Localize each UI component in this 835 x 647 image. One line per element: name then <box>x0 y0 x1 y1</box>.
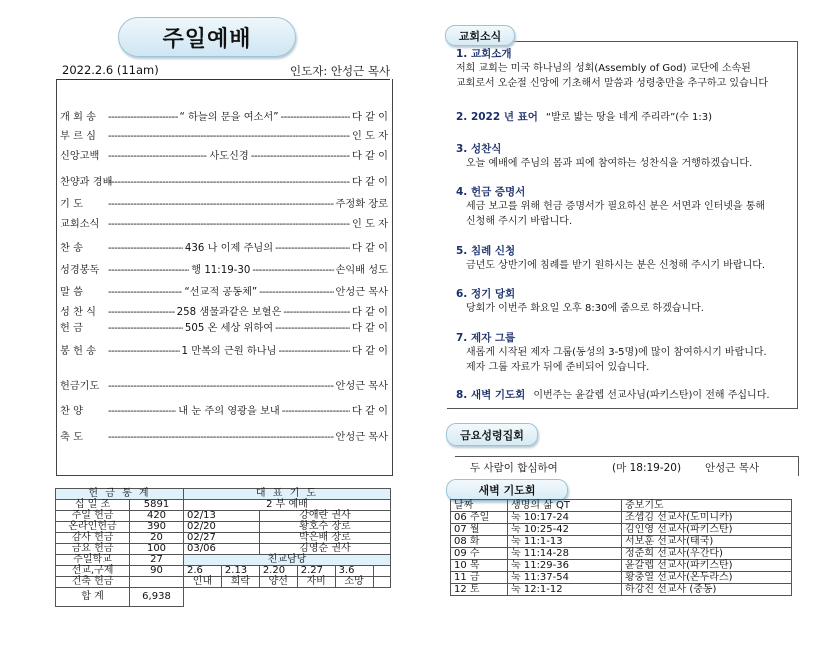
offering-amount: 20 <box>130 533 184 544</box>
news-item <box>456 46 768 91</box>
order-body <box>108 321 350 336</box>
order-content: 사도신경 <box>209 151 249 162</box>
dash-leader <box>108 344 180 359</box>
news-text: 신청해 주시기 바랍니다. <box>466 216 573 227</box>
empty-cell <box>184 588 391 607</box>
dash-leader <box>281 110 351 125</box>
offering-total: 6,938 <box>130 588 184 607</box>
news-item <box>456 141 752 171</box>
dawn-day: 12 토 <box>451 584 508 596</box>
table-row <box>451 524 792 536</box>
empty-cell <box>373 566 390 577</box>
dawn-day: 08 화 <box>451 536 508 548</box>
news-title: 2. 2022 년 표어 <box>456 111 538 123</box>
dawn-intercession: 윤갈렙 선교사(파키스탄) <box>622 560 792 572</box>
table-row <box>56 566 391 577</box>
offering-name: 감사 헌금 <box>56 533 130 544</box>
dash-leader <box>275 321 350 336</box>
order-responsible: 다 같 이 <box>352 323 388 334</box>
order-item <box>60 217 388 232</box>
news-title: 4. 헌금 증명서 <box>456 186 526 198</box>
dash-leader <box>251 149 350 164</box>
dash-leader <box>275 241 350 256</box>
fellowship-date: 3.6 <box>335 566 373 577</box>
news-title: 8. 새벽 기도회 <box>456 389 526 401</box>
order-item <box>60 305 388 320</box>
column-header: 생명의 삶 QT <box>508 500 622 512</box>
dawn-day: 11 금 <box>451 572 508 584</box>
offering-name: 금요 헌금 <box>56 544 130 555</box>
news-text: 제자 그룹 자료가 뒤에 준비되어 있습니다. <box>466 362 650 373</box>
column-header: 날짜 <box>451 500 508 512</box>
table-row <box>56 577 391 588</box>
fellowship-group: 희락 <box>221 577 259 588</box>
order-item <box>60 241 388 256</box>
news-item <box>456 109 712 125</box>
table-row <box>56 533 391 544</box>
order-responsible: 다 같 이 <box>352 177 388 188</box>
order-item <box>60 263 388 278</box>
order-body <box>108 344 350 359</box>
dash-leader <box>108 129 350 144</box>
dash-leader <box>108 404 176 419</box>
offering-amount: 390 <box>130 522 184 533</box>
fellowship-date: 2.13 <box>221 566 259 577</box>
prayer-date: 02/13 <box>184 511 260 522</box>
fellowship-group: 소망 <box>335 577 373 588</box>
news-title: 7. 제자 그룹 <box>456 332 516 344</box>
prayer-date: 02/27 <box>184 533 260 544</box>
order-responsible: 다 같 이 <box>352 346 388 357</box>
news-item <box>456 330 767 375</box>
news-text: 당회가 이번주 화요일 오후 8:30에 줌으로 하겠습니다. <box>466 303 704 314</box>
offering-amount: 5891 <box>130 500 184 511</box>
order-responsible: 다 같 이 <box>352 243 388 254</box>
fellowship-date: 2.6 <box>184 566 222 577</box>
friday-service-header: 금요성령집회 <box>446 423 538 446</box>
order-body <box>108 430 334 445</box>
order-item <box>60 404 388 419</box>
table-row <box>451 584 792 596</box>
offering-amount: 90 <box>130 566 184 577</box>
news-title: 3. 성찬식 <box>456 143 502 155</box>
order-responsible: 주정화 장로 <box>335 199 388 210</box>
dash-leader <box>108 430 334 445</box>
news-item <box>456 243 765 273</box>
order-body <box>108 197 334 212</box>
service2-label: 2 부 예배 <box>184 500 391 511</box>
order-responsible: 손익배 성도 <box>335 265 388 276</box>
offering-name: 건축 헌금 <box>56 577 130 588</box>
order-content: 내 눈 주의 영광을 보내 <box>178 406 280 417</box>
order-label: 개 회 송 <box>60 112 96 123</box>
order-label: 봉 헌 송 <box>60 346 96 357</box>
page-title: 주일예배 <box>118 17 296 57</box>
offering-name: 주일학교 <box>56 555 130 566</box>
dash-leader <box>108 217 350 232</box>
table-row <box>56 588 391 607</box>
dawn-qt: 눅 10:17-24 <box>508 512 622 524</box>
prayer-name: 김영순 권사 <box>259 544 390 555</box>
order-label: 찬 양 <box>60 406 83 417</box>
empty-cell <box>373 577 390 588</box>
column-header: 중보기도 <box>622 500 792 512</box>
prayer-name: 강애란 권사 <box>259 511 390 522</box>
table-row <box>451 548 792 560</box>
fellowship-date: 2.20 <box>259 566 297 577</box>
dash-leader <box>282 404 350 419</box>
dash-leader <box>108 149 207 164</box>
order-responsible: 안성근 목사 <box>335 287 388 298</box>
news-text: 저희 교회는 미국 하나님의 성회(Assembly of God) 교단에 소속된 <box>456 63 751 74</box>
order-label: 부 르 심 <box>60 131 96 142</box>
prayer-date: 02/20 <box>184 522 260 533</box>
dawn-day: 10 목 <box>451 560 508 572</box>
order-content: 436 나 이제 주님의 <box>184 243 274 254</box>
order-item <box>60 129 388 144</box>
offering-total-label: 합 계 <box>56 588 130 607</box>
order-item <box>60 149 388 164</box>
fellowship-group: 인내 <box>184 577 222 588</box>
order-body <box>108 285 334 300</box>
order-body <box>108 217 350 232</box>
fellowship-date: 2.27 <box>297 566 335 577</box>
order-responsible: 다 같 이 <box>352 112 388 123</box>
table-row <box>56 500 391 511</box>
order-responsible: 인 도 자 <box>352 131 388 142</box>
table-row <box>451 560 792 572</box>
friday-verse: (마 18:19-20) <box>612 462 682 474</box>
dash-leader <box>108 379 334 394</box>
order-label: 헌금기도 <box>60 381 100 392</box>
table-row <box>56 522 391 533</box>
dash-leader <box>259 285 333 300</box>
order-body <box>108 129 350 144</box>
news-inline-text: “발로 밟는 땅을 네게 주리라”(수 1:3) <box>545 112 712 123</box>
news-text: 세금 보고를 위해 헌금 증명서가 필요하신 분은 서면과 인터넷을 통해 <box>466 201 766 212</box>
order-item <box>60 344 388 359</box>
dash-leader <box>108 175 350 190</box>
order-item <box>60 110 388 125</box>
dash-leader <box>108 285 182 300</box>
dawn-intercession: 김인영 선교사(파키스탄) <box>622 524 792 536</box>
dawn-prayer-table <box>450 499 792 596</box>
offering-name: 십 일 조 <box>56 500 130 511</box>
order-responsible: 안성근 목사 <box>335 381 388 392</box>
dawn-qt: 눅 11:14-28 <box>508 548 622 560</box>
order-responsible: 인 도 자 <box>352 219 388 230</box>
table-row <box>451 536 792 548</box>
order-content: 행 11:19-30 <box>191 265 251 276</box>
offering-name: 주일 헌금 <box>56 511 130 522</box>
dawn-day: 07 월 <box>451 524 508 536</box>
dawn-intercession: 하강진 선교사 (중동) <box>622 584 792 596</box>
service-leader: 인도자: 안성근 목사 <box>290 64 391 78</box>
dash-leader <box>278 344 350 359</box>
prayer-date: 03/06 <box>184 544 260 555</box>
order-label: 찬양과 경배 <box>60 177 113 188</box>
offering-header: 헌 금 통 계 <box>56 489 184 500</box>
order-label: 축 도 <box>60 432 83 443</box>
dawn-qt: 눅 11:1-13 <box>508 536 622 548</box>
order-body <box>108 404 350 419</box>
offering-amount: 100 <box>130 544 184 555</box>
order-content: 258 샘물과같은 보혈은 <box>176 307 282 318</box>
order-body <box>108 110 350 125</box>
order-item <box>60 321 388 336</box>
dash-leader <box>108 241 183 256</box>
church-news-header: 교회소식 <box>445 25 515 46</box>
dawn-qt: 눅 12:1-12 <box>508 584 622 596</box>
order-label: 성 찬 식 <box>60 307 96 318</box>
order-label: 헌 금 <box>60 323 83 334</box>
dawn-intercession: 조셉김 선교사(도미니카) <box>622 512 792 524</box>
dawn-qt: 눅 11:37-54 <box>508 572 622 584</box>
news-title: 5. 침례 신청 <box>456 245 516 257</box>
order-content: 505 온 세상 위하여 <box>184 323 274 334</box>
news-item <box>456 387 770 403</box>
order-responsible: 다 같 이 <box>352 151 388 162</box>
news-title: 1. 교회소개 <box>456 48 512 60</box>
table-row <box>56 555 391 566</box>
order-body <box>108 175 350 190</box>
news-text: 교회로서 오순절 신앙에 기초해서 말씀과 성령충만을 추구하고 있습니다 <box>456 78 769 89</box>
prayer-name: 황호수 장로 <box>259 522 390 533</box>
order-responsible: 다 같 이 <box>352 406 388 417</box>
dawn-intercession: 서보훈 선교사(태국) <box>622 536 792 548</box>
dash-leader <box>108 263 189 278</box>
dawn-prayer-header: 새벽 기도회 <box>446 479 568 501</box>
friday-speaker: 안성근 목사 <box>705 462 760 474</box>
order-item <box>60 430 388 445</box>
table-row <box>451 572 792 584</box>
dash-leader <box>108 110 178 125</box>
offering-name: 온라인헌금 <box>56 522 130 533</box>
dash-leader <box>108 321 183 336</box>
order-content: “선교적 공동체” <box>184 287 258 298</box>
order-responsible: 다 같 이 <box>352 307 388 318</box>
order-item <box>60 285 388 300</box>
offering-amount: 27 <box>130 555 184 566</box>
dawn-qt: 눅 10:25-42 <box>508 524 622 536</box>
order-label: 신앙고백 <box>60 151 100 162</box>
dawn-qt: 눅 11:29-36 <box>508 560 622 572</box>
news-text: 오늘 예배에 주님의 몸과 피에 참여하는 성찬식을 거행하겠습니다. <box>466 158 753 169</box>
news-title: 6. 정기 당회 <box>456 288 516 300</box>
table-row <box>451 512 792 524</box>
fellowship-group: 자비 <box>297 577 335 588</box>
news-item <box>456 286 704 316</box>
dash-leader <box>283 305 350 320</box>
table-row <box>56 544 391 555</box>
table-row <box>56 511 391 522</box>
dawn-day: 06 주일 <box>451 512 508 524</box>
table-header-row <box>451 500 792 512</box>
order-body <box>108 305 350 320</box>
offering-amount <box>130 577 184 588</box>
order-content: 1 만복의 근원 하나님 <box>181 346 277 357</box>
dawn-intercession: 정준희 선교사(우간다) <box>622 548 792 560</box>
divider <box>56 79 390 80</box>
offering-table <box>55 488 391 607</box>
order-label: 찬 송 <box>60 243 83 254</box>
news-item <box>456 184 765 229</box>
dawn-day: 09 수 <box>451 548 508 560</box>
offering-amount: 420 <box>130 511 184 522</box>
order-item <box>60 197 388 212</box>
order-body <box>108 263 334 278</box>
fellowship-header: 친교담당 <box>184 555 391 566</box>
order-item <box>60 379 388 394</box>
order-label: 성경봉독 <box>60 265 100 276</box>
order-label: 기 도 <box>60 199 83 210</box>
dash-leader <box>108 197 334 212</box>
news-text: 금년도 상반기에 침례를 받기 원하시는 분은 신청해 주시기 바랍니다. <box>466 260 766 271</box>
order-label: 말 씀 <box>60 287 83 298</box>
order-body <box>108 241 350 256</box>
friday-title: 두 사람이 합심하여 <box>470 462 558 474</box>
order-responsible: 안성근 목사 <box>335 432 388 443</box>
service-date: 2022.2.6 (11am) <box>62 63 159 77</box>
order-item <box>60 175 388 190</box>
order-content: “ 하늘의 문을 여소서” <box>179 112 279 123</box>
news-text: 새롭게 시작된 제자 그룹(동성의 3-5명)에 많이 참여하시기 바랍니다. <box>466 347 767 358</box>
news-inline-text: 이번주는 윤갈렙 선교사님(파키스탄)이 전해 주십니다. <box>533 390 770 401</box>
rep-prayer-header: 대 표 기 도 <box>184 489 391 500</box>
dash-leader <box>108 305 175 320</box>
prayer-name: 박은배 장로 <box>259 533 390 544</box>
dash-leader <box>252 263 333 278</box>
order-body <box>108 379 334 394</box>
order-label: 교회소식 <box>60 219 100 230</box>
dawn-intercession: 황충열 선교사(온두라스) <box>622 572 792 584</box>
offering-name: 선교,구제 <box>56 566 130 577</box>
order-body <box>108 149 350 164</box>
fellowship-group: 양선 <box>259 577 297 588</box>
